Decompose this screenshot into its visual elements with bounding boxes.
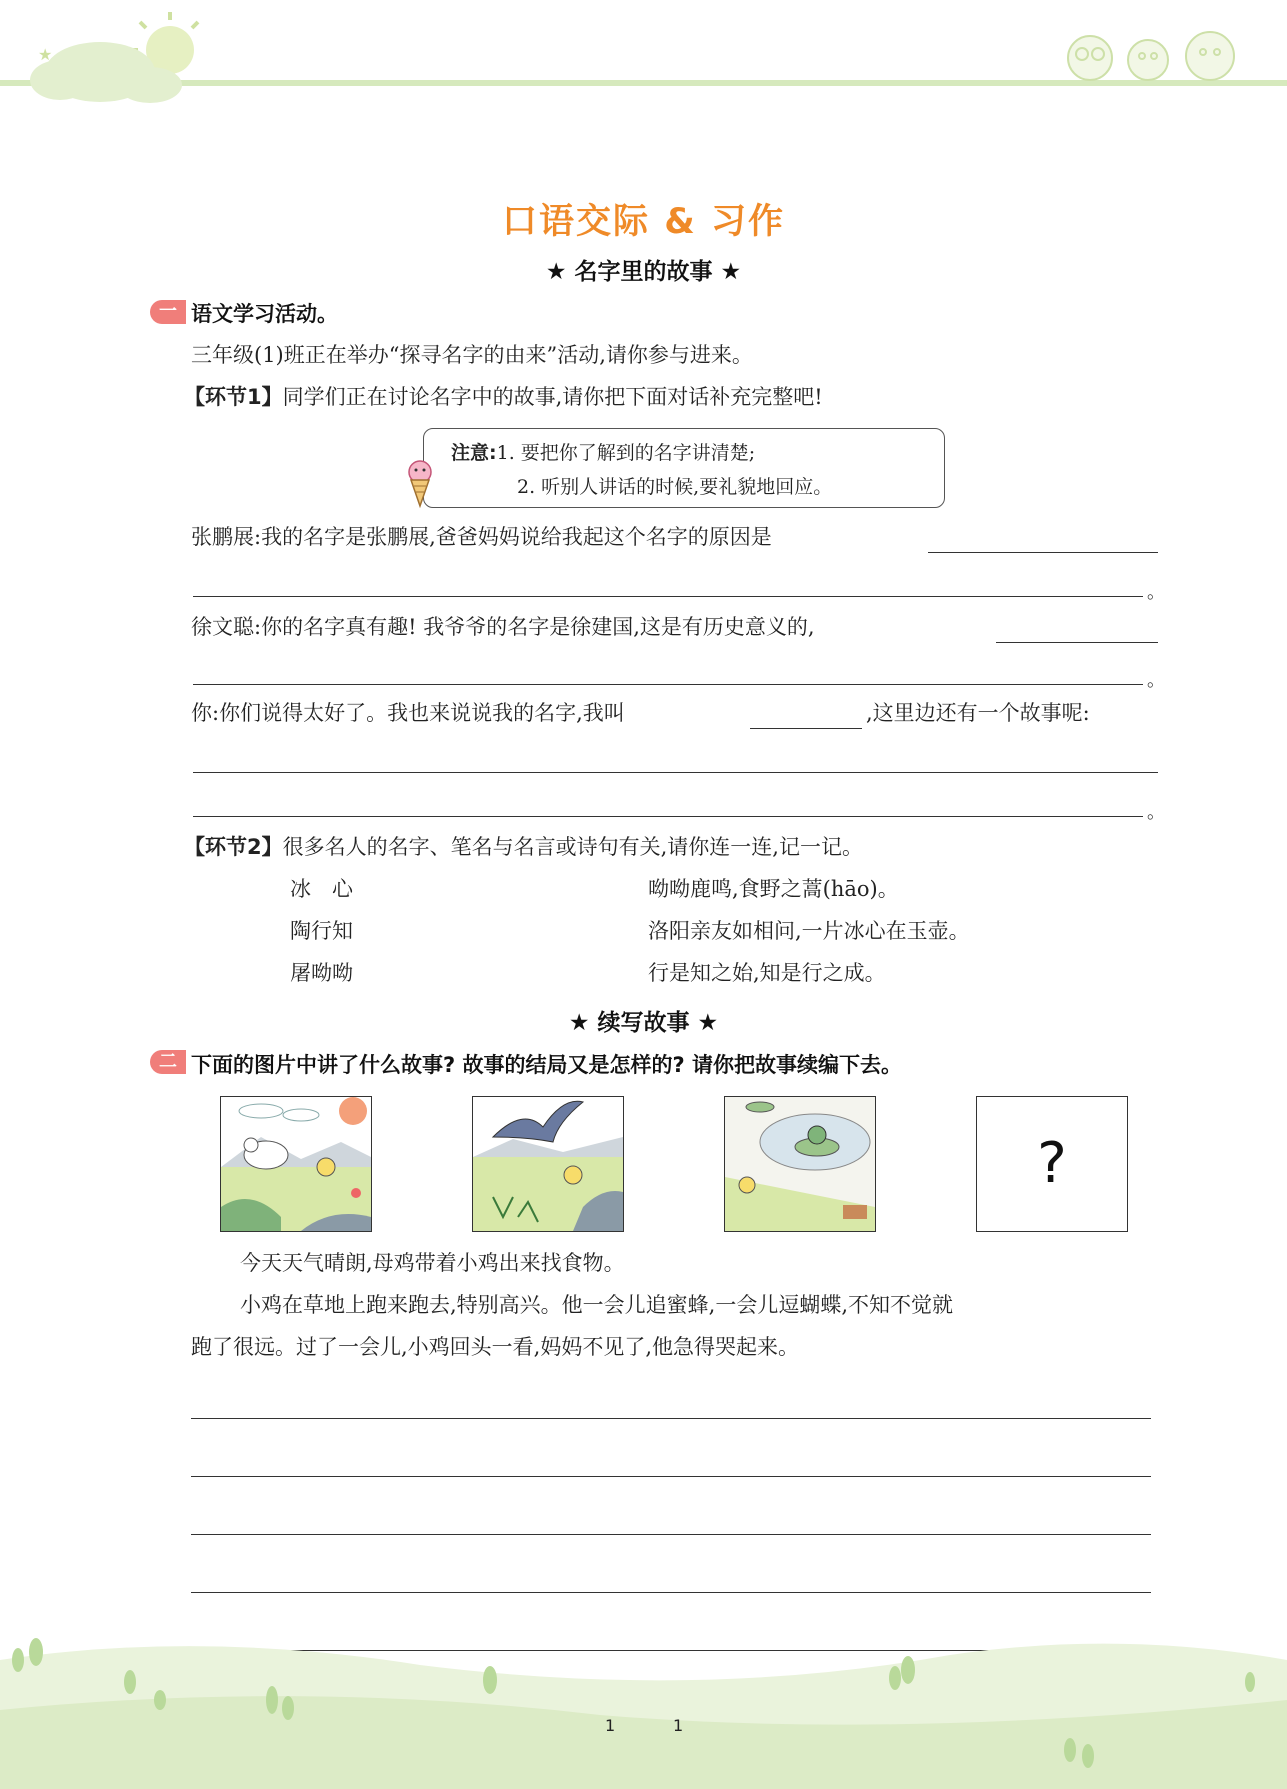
page-title: 口语交际 & 习作 (502, 202, 785, 242)
story-para-1: 今天天气晴朗,母鸡带着小鸡出来找食物。 (240, 1251, 625, 1275)
svg-text:★: ★ (38, 45, 53, 64)
answer-blank-3b[interactable] (193, 816, 1143, 817)
subtitle-name-story: ★ 名字里的故事 ★ (545, 259, 742, 285)
cloud-sun-icon (0, 0, 200, 115)
answer-blank-1a[interactable] (928, 552, 1158, 553)
step2-label: 【环节2】 (184, 835, 283, 859)
quote-item-1[interactable]: 呦呦鹿鸣,食野之蒿(hāo)。 (648, 877, 899, 901)
writing-line-2[interactable] (191, 1476, 1151, 1477)
frog-pond-scene-icon (725, 1097, 875, 1231)
period-1: 。 (1147, 582, 1165, 603)
note-label: 注意: (451, 442, 497, 464)
answer-blank-3a[interactable] (193, 772, 1158, 773)
footer-hills-decoration (0, 1620, 1287, 1789)
section-two-badge: 二 (150, 1050, 186, 1074)
story-para-2a: 小鸡在草地上跑来跑去,特别高兴。他一会儿追蜜蜂,一会儿逗蝴蝶,不知不觉就 (240, 1293, 954, 1317)
step2-line (184, 832, 863, 862)
your-name-blank[interactable] (750, 728, 862, 729)
page-number-left: 1 (605, 1716, 616, 1735)
swallow-chick-scene-icon (473, 1097, 623, 1231)
dialog-xu: 徐文聪:你的名字真有趣! 我爷爷的名字是徐建国,这是有历史意义的, (191, 615, 815, 639)
period-2: 。 (1147, 670, 1165, 691)
writing-line-4[interactable] (191, 1592, 1151, 1593)
section-one-badge: 一 (150, 300, 186, 324)
step1-line (184, 382, 823, 412)
section-one-heading: 语文学习活动。 (191, 302, 338, 326)
note-line-1 (451, 438, 755, 465)
story-picture-3 (724, 1096, 876, 1232)
question-mark: ? (1037, 1131, 1067, 1196)
hen-chick-scene-icon (221, 1097, 371, 1231)
period-3: 。 (1147, 802, 1165, 823)
note-item-1: 1. 要把你了解到的名字讲清楚; (496, 442, 756, 464)
section-two-heading: 下面的图片中讲了什么故事? 故事的结局又是怎样的? 请你把故事续编下去。 (191, 1053, 902, 1077)
dialog-zhang: 张鹏展:我的名字是张鹏展,爸爸妈妈说给我起这个名字的原因是 (191, 525, 772, 549)
writing-line-3[interactable] (191, 1534, 1151, 1535)
step1-text: 同学们正在讨论名字中的故事,请你把下面对话补充完整吧! (282, 385, 823, 409)
animal-faces-icon (1060, 20, 1260, 85)
story-picture-4 (976, 1096, 1128, 1232)
page-number-right: 1 (673, 1716, 684, 1735)
intro-text: 三年级(1)班正在举办“探寻名字的由来”活动,请你参与进来。 (191, 343, 753, 367)
writing-line-1[interactable] (191, 1418, 1151, 1419)
step1-label: 【环节1】 (184, 385, 283, 409)
ice-cream-icon (402, 458, 438, 510)
note-item-2: 2. 听别人讲话的时候,要礼貌地回应。 (517, 476, 833, 498)
dialog-you-start: 你:你们说得太好了。我也来说说我的名字,我叫 (191, 701, 625, 725)
dialog-you-end: ,这里边还有一个故事呢: (866, 701, 1090, 725)
name-item-2[interactable]: 陶行知 (290, 919, 353, 943)
name-item-1[interactable]: 冰 心 (290, 877, 353, 901)
quote-item-2[interactable]: 洛阳亲友如相问,一片冰心在玉壶。 (648, 919, 970, 943)
story-para-2b: 跑了很远。过了一会儿,小鸡回头一看,妈妈不见了,他急得哭起来。 (191, 1335, 800, 1359)
name-item-3[interactable]: 屠呦呦 (290, 961, 353, 985)
quote-item-3[interactable]: 行是知之始,知是行之成。 (648, 961, 886, 985)
step2-text: 很多名人的名字、笔名与名言或诗句有关,请你连一连,记一记。 (282, 835, 863, 859)
answer-blank-2b[interactable] (193, 684, 1143, 685)
answer-blank-2a[interactable] (996, 642, 1158, 643)
story-picture-1 (220, 1096, 372, 1232)
story-picture-2 (472, 1096, 624, 1232)
answer-blank-1b[interactable] (193, 596, 1143, 597)
subtitle-continue-story: ★ 续写故事 ★ (568, 1010, 719, 1036)
